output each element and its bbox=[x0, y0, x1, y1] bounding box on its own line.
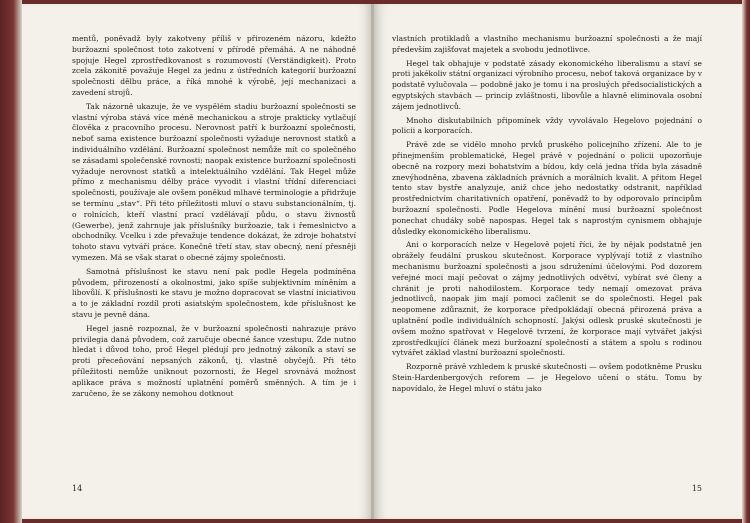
right-paragraph-5: Ani o korporacích nelze v Hegelově pojetí říci, že by nějak podstatně jen obrážely feudální pruskou skutečnost. Korporace vyplývají totiž z vlastního mechanismu buržoazní společnosti a jsou sdruženími účelovými. Pod dozorem veřejné moci mají pečovat o zájmy jednotlivých odvětví, vybírat své členy a chránit je proti nahodilostem. Korporace tedy nemají omezovat práva jednotlivců, naopak jim mají pomoci začlenit se do společnosti. Hegel pak neopomene zdůraznit, že korporace předpokládají obecná přirozená práva a uplatnění podle individuálních schopností. Jakýsi odlesk pruské skutečnosti je ovšem možno spatřovat v Hegelově tvrzení, že korporace mají vytvářet jakýsi zprostředkující článek mezi buržoazní společností a státem a spolu s rodinou vytvářet základ vlastní buržoazní společnosti. bbox=[392, 240, 702, 358]
right-paragraph-4: Právě zde se vidělo mnoho prvků pruského policejního zřízení. Ale to je přinejmenším problematické, Hegel právě v pojednání o policii upozorňuje obecně na rozpory mezi bohatstvím a bídou, kdy celá jedna třída byla zásadně znevýhodněna, zbavena základních právních a morálních kvalit. A přitom Hegel tento stav bystře analyzuje, aniž chce jeho nedostatky odstranit, například prostřednictvím charitativních opatření, poněvadž to by odporovalo principům buržoazní společnosti. Podle Hegelova mínění musí buržoazní společnost ponechat chudáky sobě napospas. Hegel tak s naprostým cynismem obhajuje důsledky ekonomického liberalismu. bbox=[392, 140, 702, 236]
right-page-text bbox=[392, 34, 702, 395]
right-page bbox=[374, 4, 742, 519]
right-page-number: 15 bbox=[691, 484, 702, 493]
left-paragraph-3: Samotná příslušnost ke stavu není pak podle Hegela podmíněna původem, přirozeností a okolnostmi, jako spíše subjektivním míněním a libovůlí. K příslušnosti ke stavu je možno dopracovat se vlastní iniciativou a to je základní rozdíl proti asiatským společnostem, kde příslušnost ke stavu je pevně dána. bbox=[72, 266, 356, 319]
right-paragraph-1: vlastních protikladů a vlastního mechanismu buržoazní společnosti a že mají především zajišťovat majetek a svobodu jednotlivce. bbox=[392, 34, 702, 54]
right-paragraph-3: Mnoho diskutabilních připomínek vždy vyvolávalo Hegelovo pojednání o policii a korporacích. bbox=[392, 115, 702, 136]
right-paragraph-6: Rozporně právě vzhledem k pruské skutečnosti — ovšem podotkněme Prusku Stein-Hardenbergových reforem — je Hegelovo učení o státu. Tomu by napovídalo, že Hegel mluví o státu jako bbox=[392, 362, 702, 393]
book-cover-edge-left bbox=[0, 0, 22, 523]
book-cover-edge-right bbox=[742, 0, 750, 523]
left-paragraph-4: Hegel jasně rozpoznal, že v buržoazní společnosti nahrazuje právo privilegia daná původem, což zaručuje obecné šance vzestupu. Zde nutno hledat i důvod toho, proč Hegel plédují pro jednotný zákoník a staví se proti přeceňování nepsaných zákonů, tj. vlastně obyčejů. Při této příležitosti nemůže uniknout pozornosti, že Hegel srovnává možnost aplikace práva s možností uplatnění poměrů směnných. A tím je i zaručeno, že se zákony nemohou dotknout bbox=[72, 323, 356, 398]
left-page-number: 14 bbox=[72, 484, 83, 493]
left-page bbox=[22, 4, 372, 519]
left-page-text bbox=[72, 34, 356, 399]
left-paragraph-2: Tak názorně ukazuje, že ve vyspělém stadiu buržoazní společnosti se vlastní výroba stává více méně mechanickou a stroje prakticky vytlačují člověka z pracovního procesu. Nerovnost patří k buržoazní společnosti, neboť sama existence buržoazní společnosti vyžaduje nerovnost statků a individuálního vzdělání. Buržoazní společnost nemůže mít co společného se zásadami společenské rovnosti; naopak existence buržoazní společnosti vyžaduje nerovnost statků a intelektuálního vzdělání. Tak Hegel může přímo z mechanismu dělby práce vyvodit i vlastní třídní diferenciaci společnosti, používaje ale ovšem poněkud mlhavé terminologie a přidržuje se termínu „stav“. Při této příležitosti mluví o stavu substancionálním, tj. o rolnících, kteří vlastní prací vzdělávají půdu, o stavu živnostů (Gewerbe), jenž zahrnuje jak příslušníky buržoazie, tak i řemeslnictvo a obchodníky. Vcelku i zde převažuje tendence dokázat, že zdroje bohatství tohoto stavu vytváří práce. Konečně třetí stav, stav obecný, není přesněji vymezen. Má se však starat o obecné zájmy společnosti. bbox=[72, 101, 356, 262]
right-paragraph-2: Hegel tak obhajuje v podstatě zásady ekonomického liberalismu a staví se proti jakékoliv státní organizaci výrobního procesu, neboť taková organizace by v podstatě vylučovala — podobně jako je tomu i na prosluých předsocialistických a egyptských stavbách — princip zvláštnosti, libovůle a hlavně eliminovala osobní zájem jednotlivců. bbox=[392, 58, 702, 111]
left-paragraph-1: mentů, poněvadž byly zakotveny příliš v přirozeném názoru, kdežto buržoazní společnost toto zakotvení v přírodě přemáhá. A ne náhodně spojuje Hegel zprostředkovanost s rozumovostí (Verständigkeit). Proto zcela zákonitě považuje Hegel za jednu z ústředních kategorií buržoazní společnosti dělbu práce, a říká mnohé k výrobě, její mechanizaci a zavedení strojů. bbox=[72, 34, 356, 97]
